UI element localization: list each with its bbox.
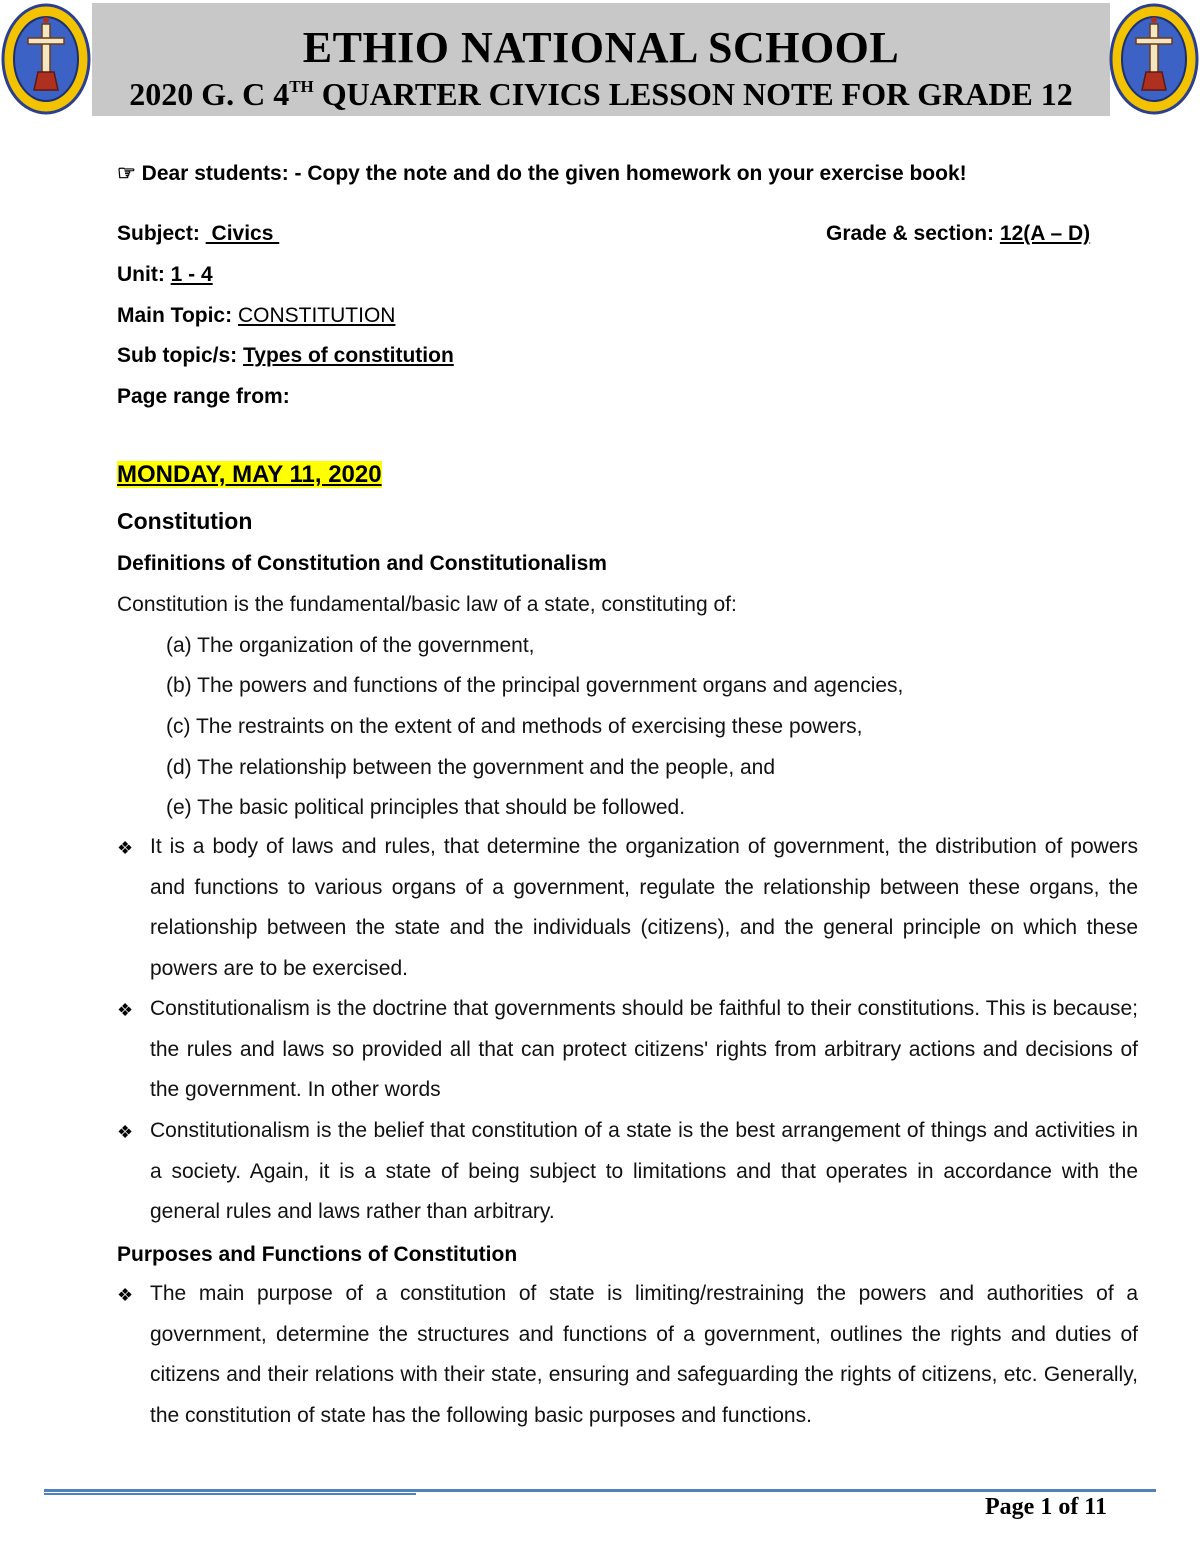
footer-rule: [44, 1489, 1156, 1492]
definition-intro: Constitution is the fundamental/basic law of a state, constituting of:: [117, 593, 737, 616]
definition-item-b: (b) The powers and functions of the principal government organs and agencies,: [166, 674, 904, 697]
sub-topic-value: Types of constitution: [243, 344, 454, 367]
grade-value: 12(A – D): [999, 222, 1091, 245]
unit-label: Unit:: [117, 263, 165, 286]
instruction-line: ☞ Dear students: - Copy the note and do the given homework on your exercise book!: [117, 162, 967, 185]
subtitle-post: QUARTER CIVICS LESSON NOTE FOR GRADE 12: [313, 76, 1073, 112]
unit-value: 1 - 4: [170, 263, 213, 286]
subject-label: Subject:: [117, 222, 200, 245]
footer-rule-accent: [44, 1493, 416, 1495]
bullet-icon: ❖: [117, 838, 134, 858]
main-topic-label: Main Topic:: [117, 304, 233, 327]
page-range-label: Page range from:: [117, 385, 290, 408]
sub-topic-row: [117, 344, 454, 368]
grade-row: [826, 222, 1090, 246]
bullet-icon: ❖: [117, 1285, 134, 1305]
subject-value: Civics: [205, 222, 280, 245]
lesson-date: [117, 461, 382, 489]
definition-item-a: (a) The organization of the government,: [166, 634, 535, 657]
bullet-paragraph-2: Constitutionalism is the doctrine that governments should be faithful to their constitutions. This is because; the rules and laws so provided all that can protect citizens' rights from arbitrary actions and decisions of the government. In other words: [150, 997, 1138, 1102]
lesson-date-text: MONDAY, MAY 11, 2020: [117, 461, 382, 488]
unit-row: [117, 263, 213, 287]
school-seal-left-icon: [0, 2, 92, 116]
main-topic-value: CONSTITUTION: [237, 304, 396, 327]
section-title: Constitution: [117, 508, 253, 534]
lesson-note-title: [92, 76, 1110, 113]
definitions-heading: Definitions of Constitution and Constitutionalism: [117, 552, 607, 575]
definition-item-d: (d) The relationship between the government and the people, and: [166, 756, 776, 779]
subtitle-sup: TH: [289, 77, 314, 96]
purposes-paragraph-1: The main purpose of a constitution of state is limiting/restraining the powers and authorities of a government, determine the structures and functions of a government, outlines the rights and duties of citizens and their relations with their state, ensuring and safeguarding the rights of citizens, etc. Generally, the constitution of state has the following basic purposes and functions.: [150, 1282, 1138, 1427]
subtitle-pre: 2020 G. C 4: [129, 76, 290, 112]
main-topic-row: [117, 304, 395, 328]
bullet-paragraph-3: Constitutionalism is the belief that constitution of a state is the best arrangement of things and activities in a society. Again, it is a state of being subject to limitations and that operates in accordance with the general rules and laws rather than arbitrary.: [150, 1119, 1138, 1224]
bullet-icon: ❖: [117, 1122, 134, 1142]
page-number: Page 1 of 11: [985, 1494, 1107, 1520]
subject-row: [117, 222, 279, 246]
bullet-icon: ❖: [117, 1000, 134, 1020]
bullet-paragraph-1: It is a body of laws and rules, that determine the organization of government, the distribution of powers and functions to various organs of a government, regulate the relationship between these organs, the relationship between the state and the individuals (citizens), and the general principle on which these powers are to be exercised.: [150, 835, 1138, 980]
school-name: ETHIO NATIONAL SCHOOL: [302, 23, 900, 72]
school-seal-right-icon: [1108, 2, 1200, 116]
definition-item-e: (e) The basic political principles that should be followed.: [166, 796, 686, 819]
purposes-heading: Purposes and Functions of Constitution: [117, 1243, 518, 1266]
definition-item-c: (c) The restraints on the extent of and methods of exercising these powers,: [166, 715, 863, 738]
grade-label: Grade & section:: [826, 222, 995, 245]
sub-topic-label: Sub topic/s:: [117, 344, 238, 367]
